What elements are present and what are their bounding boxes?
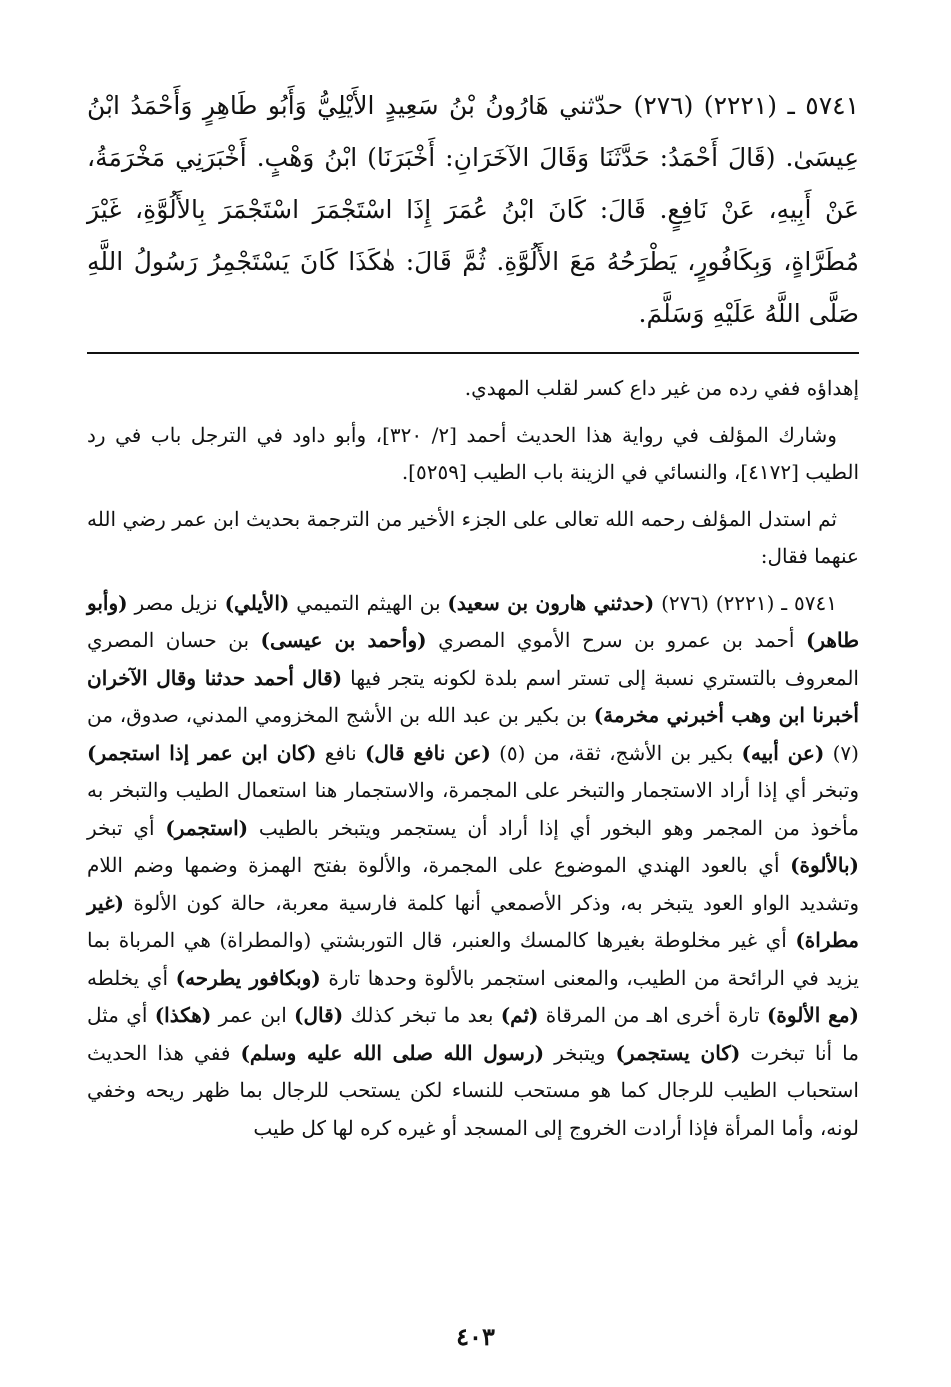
bold-run: (عن نافع قال): [364, 740, 491, 765]
bold-run: (ثم): [500, 1003, 539, 1027]
bold-run: (رسول الله صلى الله عليه وسلم): [240, 1040, 545, 1065]
bold-run: (وبكافور يطرحه): [175, 965, 321, 990]
text-run: أي مثل ما أنا تبخرت: [87, 1003, 859, 1065]
text-run: أي يخلطه: [87, 965, 176, 990]
commentary: [87, 370, 859, 1156]
text-run: أحمد بن عمرو بن سرح الأموي المصري: [426, 628, 806, 652]
bold-run: (عن أبيه): [741, 740, 825, 765]
text-run: وتبخر أي إذا أراد الاستجمار والتبخر على المجمرة، والاستجمار هنا استعمال الطيب والتبخر به مأخوذ من المجمر وهو البخور أي إذا أراد أن يستجمر ويتبخر بالطيب: [87, 778, 859, 840]
bold-run: (وأحمد بن عيسى): [260, 628, 427, 652]
text-run: أي تبخر: [87, 815, 166, 840]
commentary-paragraph-3: ثم استدل المؤلف رحمه الله تعالى على الجزء الأخير من الترجمة بحديث ابن عمر رضي الله عنهما فقال:: [87, 506, 859, 568]
bold-run: (استجمر): [165, 815, 249, 840]
text-run: ابن عمر: [211, 1003, 295, 1027]
text-run: ففي هذا الحديث استحباب الطيب للرجال كما هو مستحب للنساء لكن يستحب للرجال بما ظهر ريحه وخفي لونه، وأما المرأة فإذا أرادت الخروج إلى المسجد أو غيره كره لها كل طيب: [87, 1040, 859, 1140]
bold-run: (غير مطراة): [87, 890, 859, 952]
text-run: ويتبخر: [544, 1040, 616, 1065]
text-run: بن الهيثم التميمي: [289, 590, 448, 615]
bold-run: (كان يستجمر): [615, 1040, 741, 1065]
commentary-paragraph-4: [87, 585, 859, 1148]
hadith-text: ٥٧٤١ ـ (٢٢٢١) (٢٧٦) حدّثني هَارُونُ بْنُ سَعِيدٍ الأَيْلِيُّ وَأَبُو طَاهِرٍ وَأَحْمَدُ ابْنُ عِيسَىٰ. (قَالَ أَحْمَدُ: حَدَّثَنَا وَقَالَ الآخَرَانِ: أَخْبَرَنَا) ابْنُ وَهْبٍ. أَخْبَرَنِي مَخْرَمَةُ، عَنْ أَبِيهِ، عَنْ نَافِعٍ. قَالَ: كَانَ ابْنُ عُمَرَ إِذَا اسْتَجْمَرَ اسْتَجْمَرَ بِالأَلُوَّةِ، غَيْرَ مُطَرَّاةٍ، وَبِكَافُورٍ، يَطْرَحُهُ مَعَ الأَلُوَّةِ. ثُمَّ قَالَ: هٰكَذَا كَانَ يَسْتَجْمِرُ رَسُولُ اللَّهِ صَلَّى اللَّهُ عَلَيْهِ وَسَلَّمَ.: [87, 91, 859, 328]
commentary-paragraph-2: وشارك المؤلف في رواية هذا الحديث أحمد [٢/ ٣٢٠]، وأبو داود في الترجل باب في رد الطيب [٤١٧٢]، والنسائي في الزينة باب الطيب [٥٢٥٩].: [87, 422, 859, 484]
bold-run: (حدثني هارون بن سعيد): [447, 590, 655, 615]
text-run: بعد ما تبخر كذلك: [343, 1003, 501, 1027]
text-run: بكير بن الأشج، ثقة، من (٥): [490, 740, 742, 765]
bold-run: (كان ابن عمر إذا استجمر): [87, 740, 317, 765]
text-run: ٥٧٤١ ـ (٢٢٢١) (٢٧٦): [654, 590, 837, 615]
text-run: تارة أخرى اهـ من المرقاة: [538, 1003, 767, 1027]
bold-run: (قال أحمد حدثنا وقال الآخران أخبرنا ابن وهب أخبرني مخرمة): [87, 665, 859, 727]
text-run: نزيل مصر: [127, 590, 225, 615]
bold-run: (هكذا): [154, 1003, 212, 1027]
commentary-paragraph-1: إهداؤه ففي رده من غير داع كسر لقلب المهدي.: [464, 376, 859, 400]
text-run: بن بكير بن عبد الله بن الأشج المخزومي المدني، صدوق، من (٧): [87, 703, 859, 765]
text-run: بن حسان المصري المعروف بالتستري نسبة إلى تستر اسم بلدة لكونه يتجر فيها: [87, 628, 859, 690]
bold-run: (الأيلي): [224, 590, 290, 615]
text-run: أي غير مخلوطة بغيرها كالمسك والعنبر، قال التوربشتي (والمطراة) هي المرباة بما يزيد في الرائحة من الطيب، والمعنى استجمر بالألوة وحدها تارة: [87, 928, 860, 990]
bold-run: (بالألوة): [790, 853, 859, 877]
bold-run: (وأبو طاهر): [87, 590, 859, 652]
text-run: نافع: [316, 740, 365, 765]
footnote-divider: [87, 352, 859, 354]
page-number: ٤٠٣: [456, 1322, 495, 1351]
text-run: أي بالعود الهندي الموضوع على المجمرة، والألوة بفتح الهمزة وضمها وضم اللام وتشديد الواو العود يتبخر به، وذكر الأصمعي أنها كلمة فارسية معربة، حالة كون الألوة: [87, 853, 859, 915]
bold-run: (مع الألوة): [766, 1003, 860, 1027]
bold-run: (قال): [294, 1003, 344, 1027]
